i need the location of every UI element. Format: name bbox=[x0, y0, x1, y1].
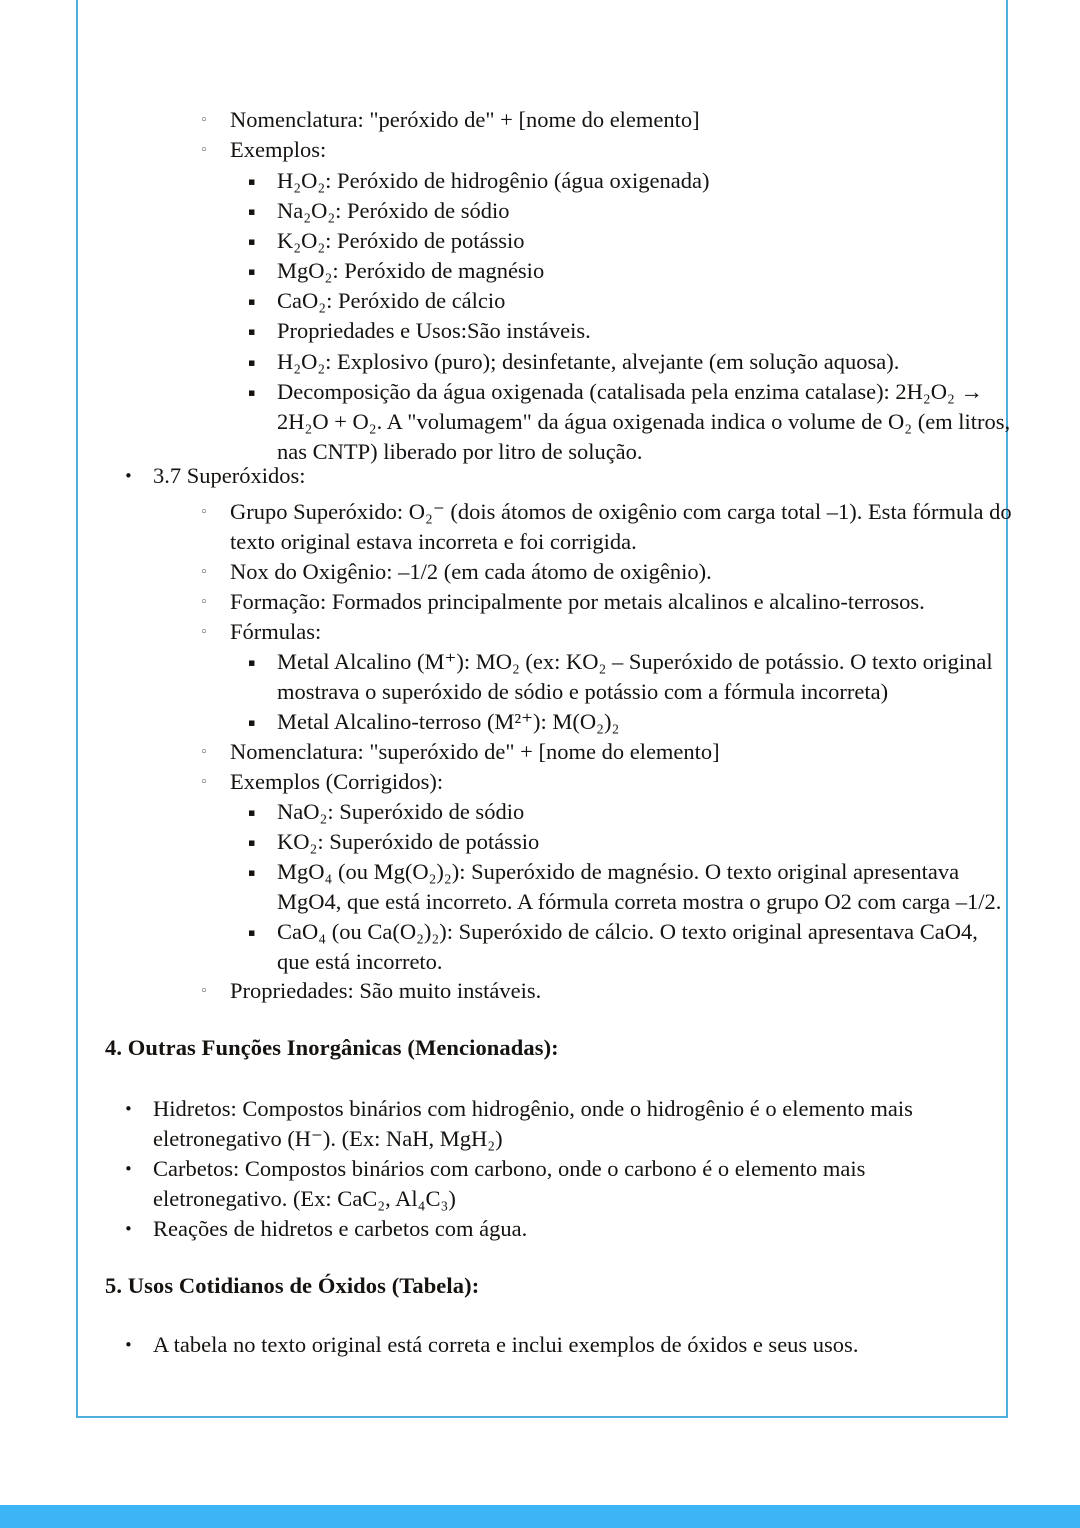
bullet-level1-icon: • bbox=[124, 1160, 133, 1179]
list-item-nomenclatura-superoxido bbox=[200, 737, 1030, 767]
section4-list-block bbox=[124, 1094, 984, 1244]
bullet-level3-icon: ▪ bbox=[248, 926, 256, 940]
superoxidos-formulas-list bbox=[248, 647, 1008, 737]
section-heading-4: 4. Outras Funções Inorgânicas (Mencionadas): bbox=[105, 1035, 559, 1060]
list-item bbox=[248, 647, 1008, 707]
list-item-label: H₂O₂: Explosivo (puro); desinfetante, alvejante (em solução aquosa). bbox=[277, 348, 900, 374]
list-item-label: Exemplos: bbox=[230, 137, 327, 163]
bullet-level1-icon: • bbox=[124, 467, 133, 485]
list-item-nox bbox=[200, 557, 1030, 587]
list-item-label: KO₂: Superóxido de potássio bbox=[277, 829, 540, 855]
list-item bbox=[248, 707, 1008, 737]
peroxidos-examples-block bbox=[248, 166, 1034, 467]
list-item-label: CaO₂: Peróxido de cálcio bbox=[277, 288, 506, 314]
list-item-label: Decomposição da água oxigenada (catalisada pela enzima catalase): 2H₂O₂ → 2H₂O + O₂. A "volumagem" da água oxigenada indica o volume de O₂ (em litros, nas CNTP) liberado por litro de solução. bbox=[277, 378, 1011, 464]
list-item-propriedades bbox=[200, 976, 1030, 1006]
list-item bbox=[248, 256, 1034, 286]
bullet-level3-icon: ▪ bbox=[248, 325, 256, 339]
list-item-label: Propriedades: São muito instáveis. bbox=[230, 978, 542, 1003]
peroxidos-block bbox=[200, 105, 1030, 165]
bullet-level2-icon: ◦ bbox=[200, 505, 208, 520]
section5-list-block bbox=[124, 1330, 984, 1360]
list-item-label: A tabela no texto original está correta e inclui exemplos de óxidos e seus usos. bbox=[153, 1332, 859, 1357]
list-item bbox=[248, 347, 1034, 377]
list-item-reacoes bbox=[124, 1214, 984, 1244]
bullet-level3-icon: ▪ bbox=[248, 355, 256, 369]
list-item-label: Fórmulas: bbox=[230, 619, 322, 645]
superoxidos-examples-list bbox=[248, 797, 1014, 978]
list-item bbox=[248, 797, 1014, 827]
list-item-superoxidos-title bbox=[124, 461, 984, 491]
list-item-label: Propriedades e Usos:São instáveis. bbox=[277, 318, 591, 344]
list-item-label: H₂O₂: Peróxido de hidrogênio (água oxigenada) bbox=[277, 168, 710, 193]
bullet-level3-icon: ▪ bbox=[248, 385, 256, 399]
superoxidos-propriedades-list bbox=[200, 976, 1030, 1006]
list-item-label: Na₂O₂: Peróxido de sódio bbox=[277, 198, 510, 224]
list-item-label: K₂O₂: Peróxido de potássio bbox=[277, 228, 525, 254]
list-item-label: Nox do Oxigênio: –1/2 (em cada átomo de oxigênio). bbox=[230, 559, 712, 585]
bullet-level3-icon: ▪ bbox=[248, 175, 256, 188]
superoxidos-detail-list bbox=[200, 497, 1030, 647]
list-item-label: Metal Alcalino (M⁺): MO₂ (ex: KO₂ – Superóxido de potássio. O texto original mostrava o superóxido de sódio e potássio com a fórmula incorreta) bbox=[277, 649, 993, 705]
superoxidos-nomenclatura-list bbox=[200, 737, 1030, 797]
superoxidos-detail-block bbox=[200, 497, 1030, 647]
superoxidos-title-list bbox=[124, 461, 984, 491]
bullet-level2-icon: ◦ bbox=[200, 113, 208, 128]
bullet-level2-icon: ◦ bbox=[200, 143, 208, 159]
list-item-label: Carbetos: Compostos binários com carbono, onde o carbono é o elemento mais eletronegativo. (Ex: CaC₂, Al₄C₃) bbox=[153, 1156, 866, 1212]
list-item bbox=[248, 377, 1034, 467]
bullet-level3-icon: ▪ bbox=[248, 295, 256, 309]
superoxidos-nomenclatura-block bbox=[200, 737, 1030, 797]
list-item-label: Nomenclatura: "superóxido de" + [nome do elemento] bbox=[230, 739, 720, 764]
list-item-formacao bbox=[200, 587, 1030, 617]
section5-list bbox=[124, 1330, 984, 1360]
list-item-label: Reações de hidretos e carbetos com água. bbox=[153, 1216, 528, 1242]
list-item-label: Formação: Formados principalmente por metais alcalinos e alcalino-terrosos. bbox=[230, 589, 925, 615]
bullet-level3-icon: ▪ bbox=[248, 836, 256, 850]
bullet-level1-icon: • bbox=[124, 1336, 133, 1354]
list-item bbox=[248, 316, 1034, 346]
list-item bbox=[248, 827, 1014, 857]
list-item bbox=[248, 166, 1034, 196]
superoxidos-formulas-block bbox=[248, 647, 1008, 737]
section-heading-5: 5. Usos Cotidianos de Óxidos (Tabela): bbox=[105, 1273, 480, 1298]
list-item-label: Nomenclatura: "peróxido de" + [nome do elemento] bbox=[230, 107, 700, 132]
list-item-nomenclatura-peroxido bbox=[200, 105, 1030, 135]
list-item-tabela bbox=[124, 1330, 984, 1360]
bullet-level3-icon: ▪ bbox=[248, 205, 256, 219]
list-item bbox=[248, 286, 1034, 316]
bullet-level3-icon: ▪ bbox=[248, 866, 256, 880]
list-item-label: NaO₂: Superóxido de sódio bbox=[277, 799, 525, 824]
superoxidos-propriedades-block bbox=[200, 976, 1030, 1006]
list-item bbox=[248, 917, 1014, 977]
bullet-level2-icon: ◦ bbox=[200, 745, 208, 760]
list-item-label: Hidretos: Compostos binários com hidrogênio, onde o hidrogênio é o elemento mais eletronegativo (H⁻). (Ex: NaH, MgH₂) bbox=[153, 1096, 913, 1152]
bullet-level3-icon: ▪ bbox=[248, 806, 256, 819]
list-item-label: CaO₄ (ou Ca(O₂)₂): Superóxido de cálcio. O texto original apresentava CaO4, que está incorreto. bbox=[277, 919, 978, 975]
list-item-formulas bbox=[200, 617, 1030, 647]
bullet-level1-icon: • bbox=[124, 1220, 133, 1239]
bullet-level2-icon: ◦ bbox=[200, 984, 208, 999]
peroxidos-list bbox=[200, 105, 1030, 165]
bullet-level3-icon: ▪ bbox=[248, 716, 256, 730]
section4-list bbox=[124, 1094, 984, 1244]
list-item-carbetos bbox=[124, 1154, 984, 1214]
list-item bbox=[248, 857, 1014, 917]
list-item-label: MgO₂: Peróxido de magnésio bbox=[277, 258, 545, 284]
bullet-level3-icon: ▪ bbox=[248, 265, 256, 279]
list-item-exemplos-corrigidos bbox=[200, 767, 1030, 797]
bullet-level2-icon: ◦ bbox=[200, 625, 208, 641]
peroxidos-examples-list bbox=[248, 166, 1034, 467]
list-item bbox=[248, 196, 1034, 226]
list-item bbox=[248, 226, 1034, 256]
bullet-level3-icon: ▪ bbox=[248, 235, 256, 249]
list-item-hidretos bbox=[124, 1094, 984, 1154]
bottom-accent-bar bbox=[0, 1505, 1080, 1528]
superoxidos-examples-block bbox=[248, 797, 1014, 978]
bullet-level3-icon: ▪ bbox=[248, 656, 256, 669]
list-item-label: Exemplos (Corrigidos): bbox=[230, 769, 444, 795]
list-item-label: MgO₄ (ou Mg(O₂)₂): Superóxido de magnésio. O texto original apresentava MgO4, que está incorreto. A fórmula correta mostra o grupo O2 com carga –1/2. bbox=[277, 859, 1002, 915]
bullet-level1-icon: • bbox=[124, 1100, 133, 1118]
bullet-level2-icon: ◦ bbox=[200, 595, 208, 611]
superoxidos-title-block bbox=[124, 461, 984, 491]
bullet-level2-icon: ◦ bbox=[200, 775, 208, 791]
list-item-exemplos-peroxido bbox=[200, 135, 1030, 165]
list-item-grupo-superoxido bbox=[200, 497, 1030, 557]
list-item-label: Grupo Superóxido: O₂⁻ (dois átomos de oxigênio com carga total –1). Esta fórmula do texto original estava incorreta e foi corrigida. bbox=[230, 499, 1012, 555]
list-item-label: Metal Alcalino-terroso (M²⁺): M(O₂)₂ bbox=[277, 709, 620, 735]
list-item-label: 3.7 Superóxidos: bbox=[153, 463, 306, 488]
bullet-level2-icon: ◦ bbox=[200, 565, 208, 581]
